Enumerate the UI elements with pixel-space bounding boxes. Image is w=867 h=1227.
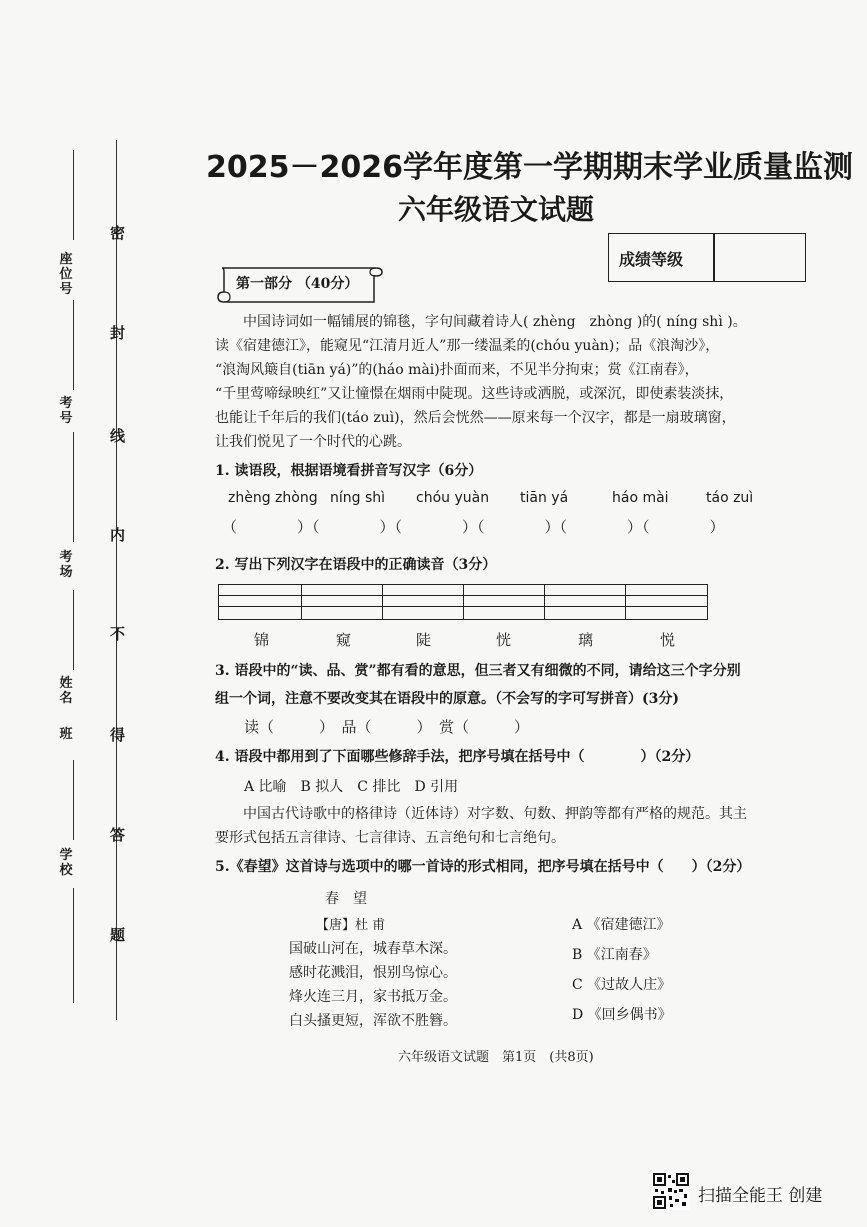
intro-line: 中国古代诗歌中的格律诗（近体诗）对字数、句数、押韵等都有严格的规范。其主 — [215, 806, 747, 822]
option-a: A 《宿建德江》 — [572, 917, 671, 933]
passage-line: 读《宿建德江》，能窥见“江清月近人”那一缕温柔的(chóu yuàn)；品《浪淘沙》， — [215, 338, 720, 354]
question-3-title-cont: 组一个词，注意不要改变其在语段中的原意。（不会写的字可写拼音）(3分) — [215, 691, 679, 707]
seat-number-label: 座位号 — [59, 252, 73, 297]
poem-line: 感时花溅泪，恨别鸟惊心。 — [289, 965, 457, 981]
score-label: 成绩等级 — [619, 250, 684, 269]
score-box — [608, 233, 806, 282]
grid-char: 恍 — [496, 631, 512, 649]
question-3-title: 3. 语段中的“读、品、赏”都有看的意思，但三者又有细微的不同，请给这三个字分别 — [215, 663, 741, 679]
poem-author: 【唐】杜 甫 — [316, 918, 386, 933]
pinyin-item: tiān yá — [520, 490, 569, 506]
exam-number-label: 考号 — [59, 396, 73, 426]
exam-room-label: 考场 — [59, 550, 73, 580]
field-underline — [73, 590, 74, 670]
pinyin-item: níng shì — [330, 490, 386, 506]
question-4-title: 4. 语段中都用到了下面哪些修辞手法，把序号填在括号中（ ）（2分） — [215, 749, 700, 765]
poem-line: 烽火连三月，家书抵万金。 — [289, 989, 457, 1005]
passage-line: “千里莺啼绿映红”又让憧憬在烟雨中陡现。这些诗或洒脱，或深沉，即使素装淡抹， — [215, 386, 734, 402]
grid-char: 璃 — [578, 631, 594, 649]
seal-line — [116, 140, 117, 1020]
pinyin-item: táo zuì — [706, 490, 754, 506]
field-underline — [73, 150, 74, 240]
question-1-title: 1. 读语段，根据语境看拼音写汉字（6分） — [215, 463, 483, 479]
seal-char: 答 — [110, 826, 126, 844]
option-c: C 《过故人庄》 — [572, 977, 672, 993]
passage-line: 让我们悦见了一个时代的心跳。 — [215, 434, 411, 450]
option-b: B 《江南春》 — [572, 947, 657, 963]
field-underline — [73, 888, 74, 1003]
class-label: 班 — [59, 727, 73, 742]
pinyin-answer-grid[interactable] — [218, 584, 708, 620]
grid-char: 窥 — [336, 631, 352, 649]
question-2-title: 2. 写出下列汉字在语段中的正确读音（3分） — [215, 557, 497, 573]
field-underline — [73, 432, 74, 542]
poem-line: 白头搔更短，浑欲不胜簪。 — [289, 1013, 457, 1029]
passage-line: “浪淘风簸自(tiān yá)”的(háo mài)扑面而来，不见半分拘束；赏《江南春》， — [215, 362, 699, 378]
grid-char: 悦 — [660, 631, 676, 649]
school-label: 学校 — [59, 848, 73, 878]
qr-code-icon — [652, 1172, 690, 1210]
exam-title: 2025－2026学年度第一学期期末学业质量监测 — [206, 150, 853, 185]
pinyin-item: zhèng zhòng — [228, 490, 318, 506]
question-5-title: 5.《春望》这首诗与选项中的哪一首诗的形式相同，把序号填在括号中（ ）（2分） — [215, 859, 751, 875]
seal-char: 得 — [110, 726, 126, 744]
seal-char: 题 — [110, 926, 126, 944]
pinyin-item: chóu yuàn — [416, 490, 490, 506]
seal-char: 密 — [110, 224, 126, 242]
passage-line: 也能让千年后的我们(táo zuì)，然后会恍然——原来每一个汉字，都是一扇玻璃窗， — [215, 410, 736, 426]
poem-title: 春 望 — [325, 891, 367, 907]
part-banner — [216, 262, 384, 308]
seal-char: 内 — [110, 526, 126, 544]
answer-blanks[interactable]: （ ）（ ）（ ）（ ）（ ）（ ） — [222, 518, 725, 536]
poem-line: 国破山河在，城春草木深。 — [289, 941, 457, 957]
part-label: 第一部分 （40分） — [236, 276, 359, 292]
grid-char: 锦 — [254, 631, 270, 649]
seal-char: 线 — [110, 427, 126, 445]
question-3-answers[interactable]: 读（ ） 品（ ） 赏（ ） — [244, 718, 530, 736]
field-underline — [73, 300, 74, 390]
scanner-watermark: 扫描全能王 创建 — [698, 1186, 823, 1206]
intro-line: 要形式包括五言律诗、七言律诗、五言绝句和七言绝句。 — [215, 830, 565, 846]
option-d: D 《回乡偶书》 — [572, 1007, 672, 1023]
exam-subtitle: 六年级语文试题 — [398, 193, 595, 226]
passage-line: 中国诗词如一幅铺展的锦毯，字句间藏着诗人( zhèng zhòng )的( níng shì )。 — [215, 314, 747, 330]
page-footer: 六年级语文试题 第1页 (共8页) — [398, 1050, 594, 1065]
grid-char: 陡 — [416, 631, 432, 649]
seal-char: 封 — [110, 324, 126, 342]
name-label: 姓名 — [59, 676, 73, 706]
field-underline — [73, 760, 74, 840]
seal-char: 不 — [110, 625, 126, 643]
pinyin-item: háo mài — [612, 490, 669, 506]
question-4-options: A 比喻 B 拟人 C 排比 D 引用 — [244, 779, 459, 795]
